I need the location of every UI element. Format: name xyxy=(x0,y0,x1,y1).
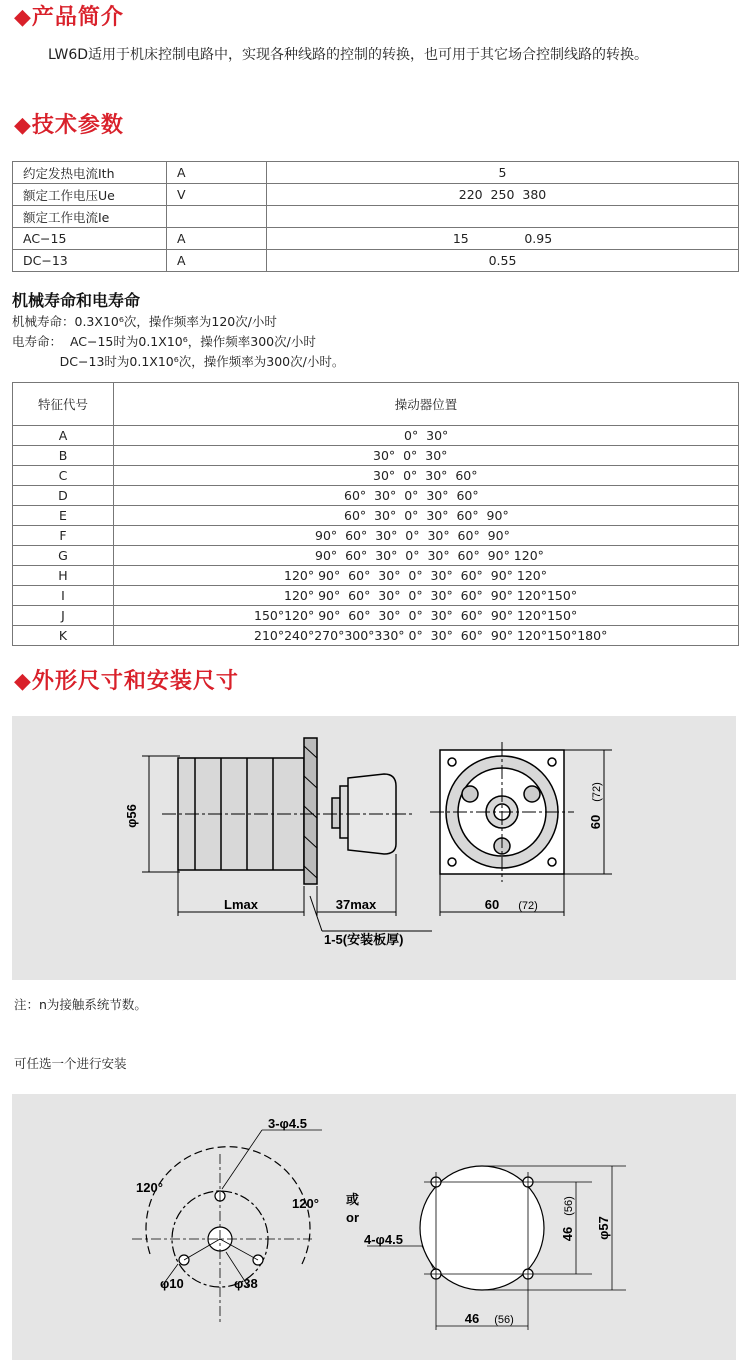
position-cell: 150°120° 90° 60° 30° 0° 30° 60° 90° 120°150° xyxy=(114,606,739,626)
param-name: DC−13 xyxy=(13,250,167,272)
width-72-label: (72) xyxy=(518,900,538,912)
code-cell: F xyxy=(13,526,114,546)
code-cell: D xyxy=(13,486,114,506)
lmax-label: Lmax xyxy=(224,897,258,912)
table-row xyxy=(13,506,739,526)
width-56-label: (56) xyxy=(494,1314,514,1326)
dimensions-title: ◆外形尺寸和安装尺寸 xyxy=(14,669,239,694)
table-row xyxy=(13,228,739,250)
intro-text: LW6D适用于机床控制电路中，实现各种线路的控制的转换，也可用于其它场合控制线路的转换。 xyxy=(48,47,649,63)
code-cell: C xyxy=(13,466,114,486)
dia-label: φ56 xyxy=(124,804,139,828)
table-row xyxy=(13,184,739,206)
position-cell: 30° 0° 30° 60° xyxy=(114,466,739,486)
code-cell: G xyxy=(13,546,114,566)
table-header xyxy=(13,383,739,426)
position-cell: 90° 60° 30° 0° 30° 60° 90° xyxy=(114,526,739,546)
code-cell: E xyxy=(13,506,114,526)
mounting-drawing-svg xyxy=(12,1094,736,1360)
table-row xyxy=(13,606,739,626)
intro-title: ◆产品简介 xyxy=(14,5,124,30)
param-value: 15 0.95 xyxy=(267,228,739,250)
height-60-label: 60 xyxy=(588,814,603,830)
or-en-label: or xyxy=(346,1210,359,1225)
dia10-label: φ10 xyxy=(160,1276,184,1291)
table-row xyxy=(13,546,739,566)
code-cell: K xyxy=(13,626,114,646)
param-value xyxy=(267,206,739,228)
header-code: 特征代号 xyxy=(13,383,114,426)
param-name: 约定发热电流Ith xyxy=(13,162,167,184)
param-value: 5 xyxy=(267,162,739,184)
width-60-label: 60 xyxy=(484,897,500,912)
position-cell: 210°240°270°300°330° 0° 30° 60° 90° 120°150°180° xyxy=(114,626,739,646)
holes3-label: 3-φ4.5 xyxy=(268,1116,307,1131)
width-46-label: 46 xyxy=(464,1311,480,1326)
position-cell: 90° 60° 30° 0° 30° 60° 90° 120° xyxy=(114,546,739,566)
position-cell: 120° 90° 60° 30° 0° 30° 60° 90° 120°150° xyxy=(114,586,739,606)
position-cell: 120° 90° 60° 30° 0° 30° 60° 90° 120° xyxy=(114,566,739,586)
dia57-label: φ57 xyxy=(596,1216,611,1240)
table-row xyxy=(13,526,739,546)
code-cell: I xyxy=(13,586,114,606)
dimension-drawing-svg xyxy=(12,716,736,980)
table-row xyxy=(13,162,739,184)
position-cell: 30° 0° 30° xyxy=(114,446,739,466)
param-name: AC−15 xyxy=(13,228,167,250)
or-cn-label: 或 xyxy=(346,1192,360,1207)
holes4-label: 4-φ4.5 xyxy=(364,1232,403,1247)
param-unit xyxy=(167,206,267,228)
code-cell: B xyxy=(13,446,114,466)
table-row xyxy=(13,446,739,466)
code-cell: A xyxy=(13,426,114,446)
param-name: 额定工作电压Ue xyxy=(13,184,167,206)
mounting-drawing xyxy=(12,1094,736,1360)
param-unit: A xyxy=(167,228,267,250)
code-cell: H xyxy=(13,566,114,586)
note-text: 注：n为接触系统节数。 xyxy=(14,997,147,1012)
param-unit: A xyxy=(167,250,267,272)
mount-note: 可任选一个进行安装 xyxy=(14,1056,127,1071)
table-row xyxy=(13,250,739,272)
life-line-2: 电寿命： AC−15时为0.1X10⁶，操作频率300次/小时 xyxy=(12,334,316,349)
dimension-drawing xyxy=(12,716,736,980)
angle-120-left: 120° xyxy=(136,1180,163,1195)
param-name: 额定工作电流Ie xyxy=(13,206,167,228)
param-value: 0.55 xyxy=(267,250,739,272)
height-56-label: (56) xyxy=(563,1196,575,1216)
param-value: 220 250 380 xyxy=(267,184,739,206)
code-cell: J xyxy=(13,606,114,626)
panel-label: 1-5(安装板厚) xyxy=(324,932,404,947)
table-row xyxy=(13,566,739,586)
life-title: 机械寿命和电寿命 xyxy=(12,291,141,310)
position-cell: 60° 30° 0° 30° 60° xyxy=(114,486,739,506)
position-cell: 0° 30° xyxy=(114,426,739,446)
table-row xyxy=(13,426,739,446)
params-table xyxy=(12,161,739,272)
37max-label: 37max xyxy=(335,897,377,912)
position-cell: 60° 30° 0° 30° 60° 90° xyxy=(114,506,739,526)
table-row xyxy=(13,586,739,606)
table-row xyxy=(13,486,739,506)
height-72-label: (72) xyxy=(591,782,603,802)
param-unit: A xyxy=(167,162,267,184)
life-line-1: 机械寿命：0.3X10⁶次，操作频率为120次/小时 xyxy=(12,314,277,329)
height-46-label: 46 xyxy=(560,1226,575,1242)
table-row xyxy=(13,626,739,646)
positions-table xyxy=(12,382,739,646)
header-position: 操动器位置 xyxy=(114,383,739,426)
life-line-3: DC−13时为0.1X10⁶次，操作频率为300次/小时。 xyxy=(12,354,345,369)
table-row xyxy=(13,466,739,486)
table-row xyxy=(13,206,739,228)
params-title: ◆技术参数 xyxy=(14,113,124,138)
dia38-label: φ38 xyxy=(234,1276,258,1291)
angle-120-right: 120° xyxy=(292,1196,319,1211)
param-unit: V xyxy=(167,184,267,206)
